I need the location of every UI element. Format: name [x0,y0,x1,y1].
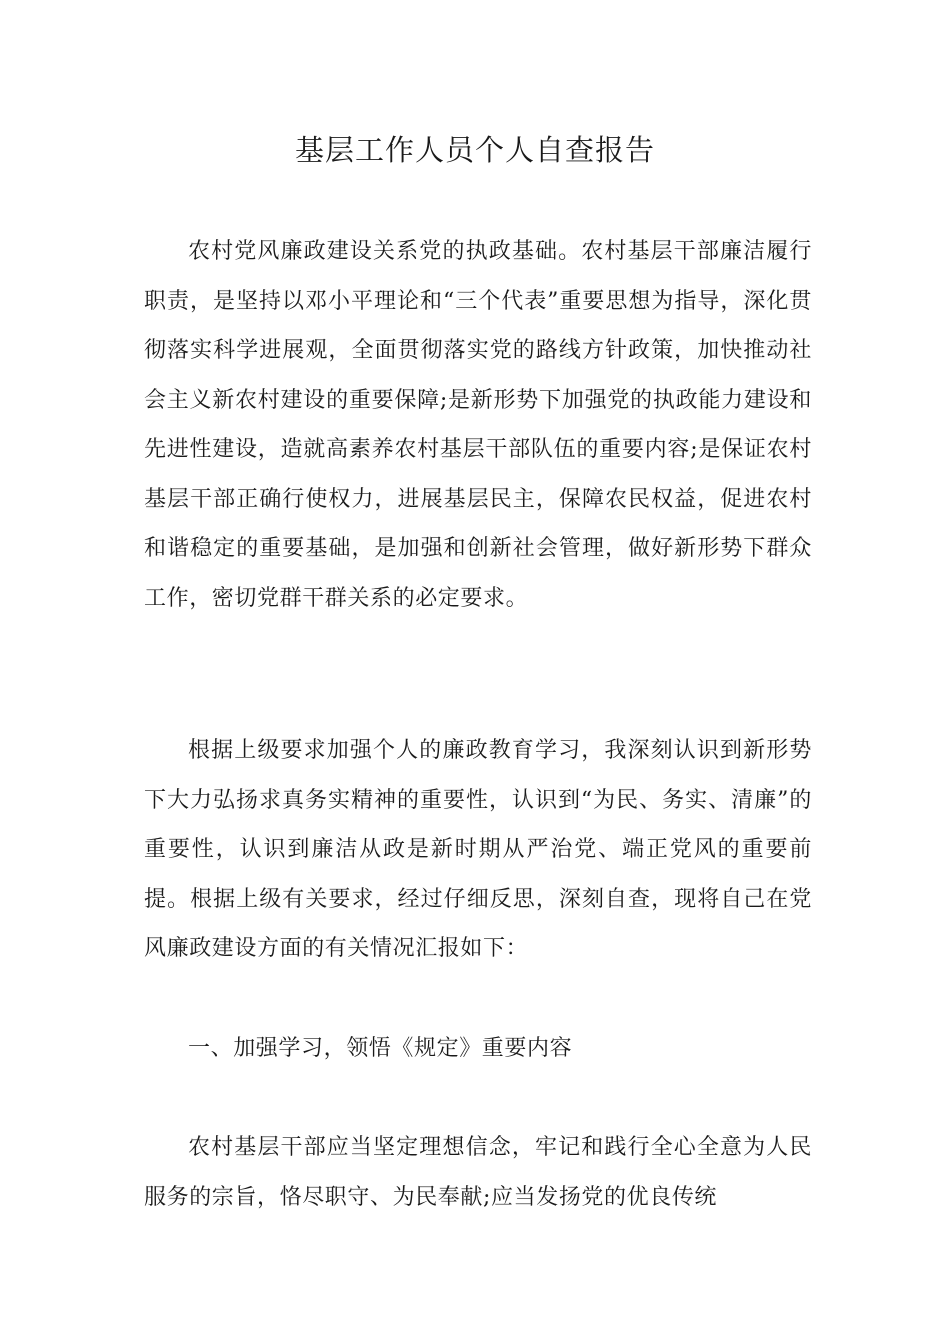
paragraph-intro: 农村党风廉政建设关系党的执政基础。农村基层干部廉洁履行职责，是坚持以邓小平理论和“三个代表”重要思想为指导，深化贯彻落实科学进展观，全面贯彻落实党的路线方针政策，加快推动社会主义新农村建设的重要保障;是新形势下加强党的执政能力建设和先进性建设，造就高素养农村基层干部队伍的重要内容;是保证农村基层干部正确行使权力，进展基层民主，保障农民权益，促进农村和谐稳定的重要基础，是加强和创新社会管理，做好新形势下群众工作，密切党群干群关系的必定要求。 [144,239,812,611]
paragraph-section-1: 农村基层干部应当坚定理想信念，牢记和践行全心全意为人民服务的宗旨，恪尽职守、为民奉献;应当发扬党的优良传统 [144,1135,812,1210]
document-title: 基层工作人员个人自查报告 [294,133,655,167]
paragraph-self-review: 根据上级要求加强个人的廉政教育学习，我深刻认识到新形势下大力弘扬求真务实精神的重要性，认识到“为民、务实、清廉”的重要性，认识到廉洁从政是新时期从严治党、端正党风的重要前提。根据上级有关要求，经过仔细反思，深刻自查，现将自己在党风廉政建设方面的有关情况汇报如下： [144,738,812,961]
section-heading-1: 一、加强学习，领悟《规定》重要内容 [188,1036,573,1061]
